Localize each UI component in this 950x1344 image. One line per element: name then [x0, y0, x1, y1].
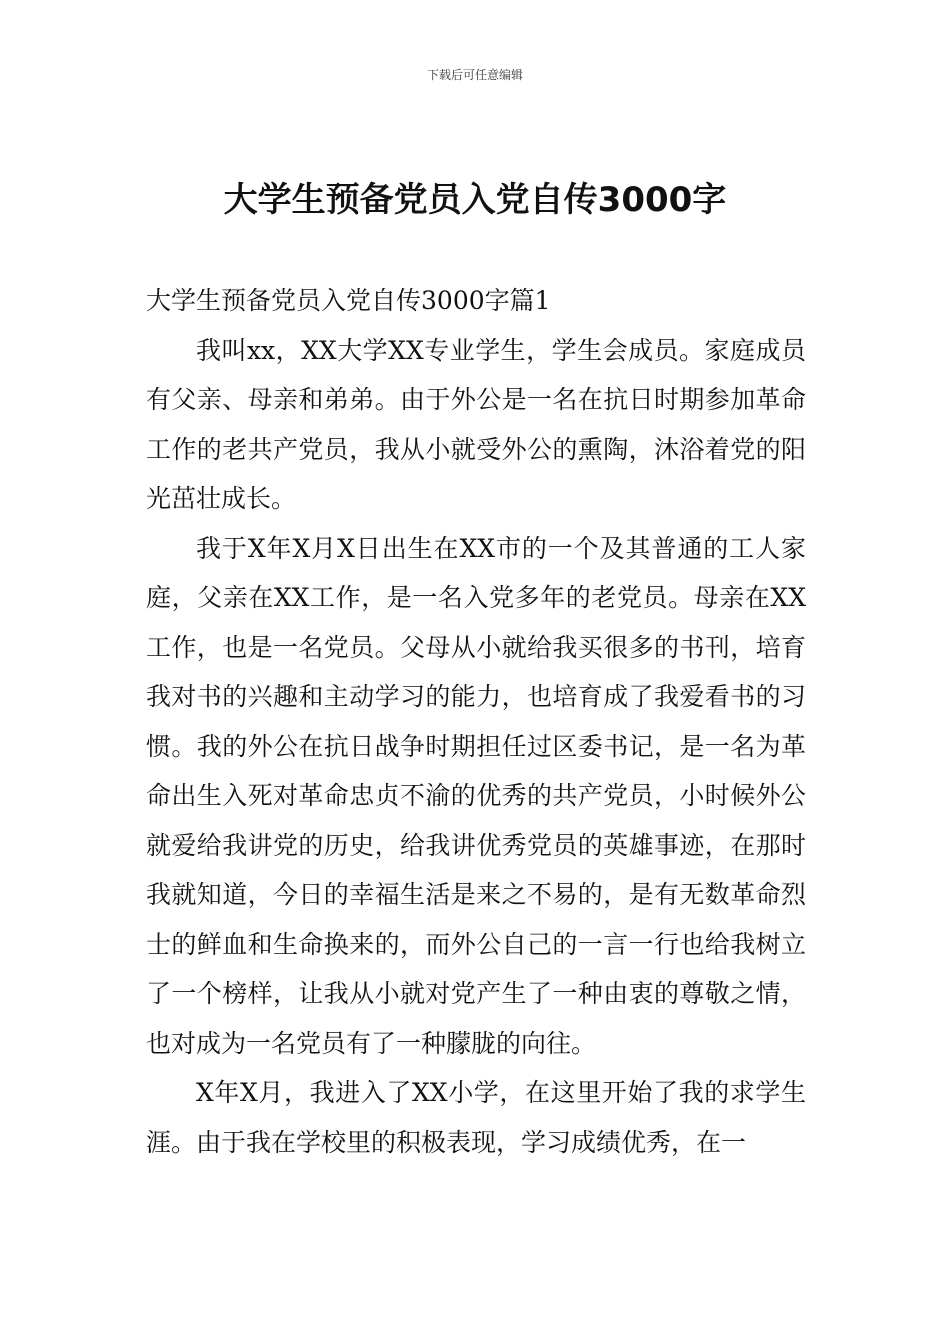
document-title: 大学生预备党员入党自传3000字	[223, 180, 727, 220]
header-note: 下载后可任意编辑	[426, 68, 523, 82]
document-body	[146, 276, 806, 1167]
paragraph-1: 我叫xx，XX大学XX专业学生，学生会成员。家庭成员有父亲、母亲和弟弟。由于外公是一名在抗日时期参加革命工作的老共产党员，我从小就受外公的熏陶，沐浴着党的阳光茁壮成长。	[146, 335, 806, 513]
section-heading: 大学生预备党员入党自传3000字篇1	[146, 286, 551, 315]
paragraph-3: X年X月，我进入了XX小学，在这里开始了我的求学生涯。由于我在学校里的积极表现，学习成绩优秀，在一	[146, 1078, 806, 1157]
paragraph-2: 我于X年X月X日出生在XX市的一个及其普通的工人家庭，父亲在XX工作，是一名入党多年的老党员。母亲在XX工作，也是一名党员。父母从小就给我买很多的书刊，培育我对书的兴趣和主动学习的能力，也培育成了我爱看书的习惯。我的外公在抗日战争时期担任过区委书记，是一名为革命出生入死对革命忠贞不渝的优秀的共产党员，小时候外公就爱给我讲党的历史，给我讲优秀党员的英雄事迹，在那时我就知道，今日的幸福生活是来之不易的，是有无数革命烈士的鲜血和生命换来的，而外公自己的一言一行也给我树立了一个榜样，让我从小就对党产生了一种由衷的尊敬之情，也对成为一名党员有了一种朦胧的向往。	[146, 533, 806, 1058]
